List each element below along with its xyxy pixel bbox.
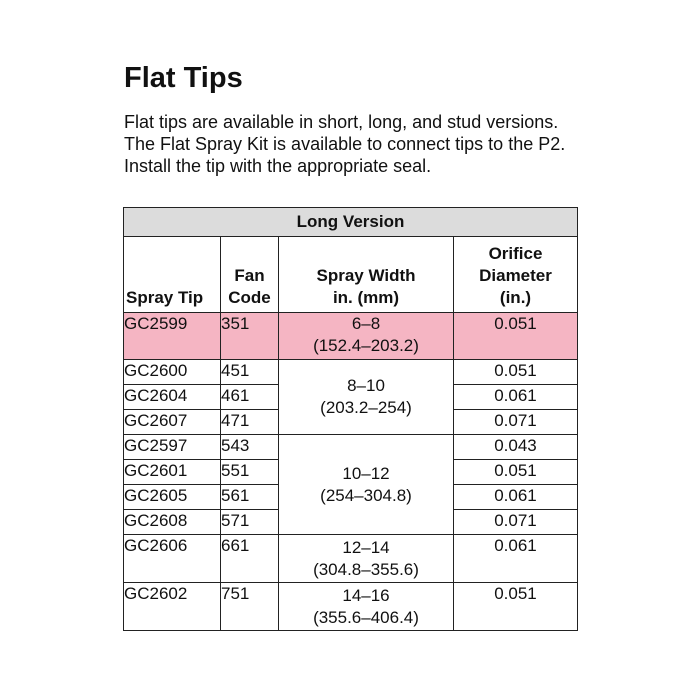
cell-orifice: 0.051	[454, 313, 578, 360]
cell-spray-tip: GC2597	[124, 435, 221, 460]
width-mm: (203.2–254)	[320, 398, 412, 417]
cell-fan-code: 543	[221, 435, 279, 460]
cell-spray-tip: GC2606	[124, 535, 221, 583]
cell-spray-tip: GC2601	[124, 460, 221, 485]
cell-fan-code: 561	[221, 485, 279, 510]
cell-orifice: 0.051	[454, 360, 578, 385]
cell-spray-tip: GC2605	[124, 485, 221, 510]
header-orifice-diameter	[454, 237, 578, 313]
width-in: 10–12	[342, 463, 390, 483]
cell-orifice: 0.061	[454, 485, 578, 510]
cell-fan-code: 571	[221, 510, 279, 535]
table-caption: Long Version	[124, 208, 578, 237]
table-row	[124, 360, 578, 385]
cell-orifice: 0.043	[454, 435, 578, 460]
width-in: 8–10	[347, 376, 385, 395]
header-line: Spray Width	[316, 266, 416, 285]
intro-paragraph	[124, 111, 644, 177]
flat-tips-table	[123, 207, 578, 631]
cell-spray-tip: GC2607	[124, 410, 221, 435]
header-line: Fan	[234, 266, 265, 285]
cell-fan-code: 451	[221, 360, 279, 385]
header-fan-code	[221, 237, 279, 313]
cell-spray-width	[279, 535, 454, 583]
cell-orifice: 0.061	[454, 535, 578, 583]
cell-spray-tip: GC2604	[124, 385, 221, 410]
cell-spray-width	[279, 583, 454, 631]
page-title: Flat Tips	[124, 62, 243, 94]
width-mm: (152.4–203.2)	[313, 336, 419, 355]
cell-spray-tip: GC2600	[124, 360, 221, 385]
table-row	[124, 435, 578, 460]
header-spray-tip: Spray Tip	[124, 237, 221, 313]
table-header-row	[124, 237, 578, 313]
width-in: 14–16	[342, 585, 390, 605]
cell-fan-code: 551	[221, 460, 279, 485]
width-mm: (355.6–406.4)	[313, 607, 419, 627]
cell-orifice: 0.071	[454, 410, 578, 435]
header-line: Diameter	[479, 266, 552, 285]
cell-fan-code: 351	[221, 313, 279, 360]
cell-spray-tip: GC2599	[124, 313, 221, 360]
header-line: Orifice	[488, 244, 543, 263]
cell-spray-width	[279, 435, 454, 535]
cell-fan-code: 471	[221, 410, 279, 435]
header-line: (in.)	[499, 288, 532, 307]
cell-orifice: 0.071	[454, 510, 578, 535]
cell-orifice: 0.061	[454, 385, 578, 410]
table-row-highlighted	[124, 313, 578, 360]
cell-spray-tip: GC2602	[124, 583, 221, 631]
cell-spray-width	[279, 360, 454, 435]
cell-spray-tip: GC2608	[124, 510, 221, 535]
header-line: Code	[228, 288, 271, 307]
cell-spray-width	[279, 313, 454, 360]
cell-orifice: 0.051	[454, 460, 578, 485]
header-line: in. (mm)	[332, 288, 400, 307]
intro-line: The Flat Spray Kit is available to connect tips to the P2.	[124, 134, 566, 154]
table-row	[124, 583, 578, 631]
intro-line: Install the tip with the appropriate seal.	[124, 156, 432, 176]
width-mm: (304.8–355.6)	[313, 559, 419, 579]
width-mm: (254–304.8)	[320, 485, 412, 505]
header-spray-width	[279, 237, 454, 313]
cell-fan-code: 461	[221, 385, 279, 410]
table-row	[124, 535, 578, 583]
width-in: 6–8	[351, 314, 381, 333]
cell-orifice: 0.051	[454, 583, 578, 631]
intro-line: Flat tips are available in short, long, and stud versions.	[124, 112, 559, 132]
cell-fan-code: 661	[221, 535, 279, 583]
cell-fan-code: 751	[221, 583, 279, 631]
width-in: 12–14	[342, 537, 390, 557]
